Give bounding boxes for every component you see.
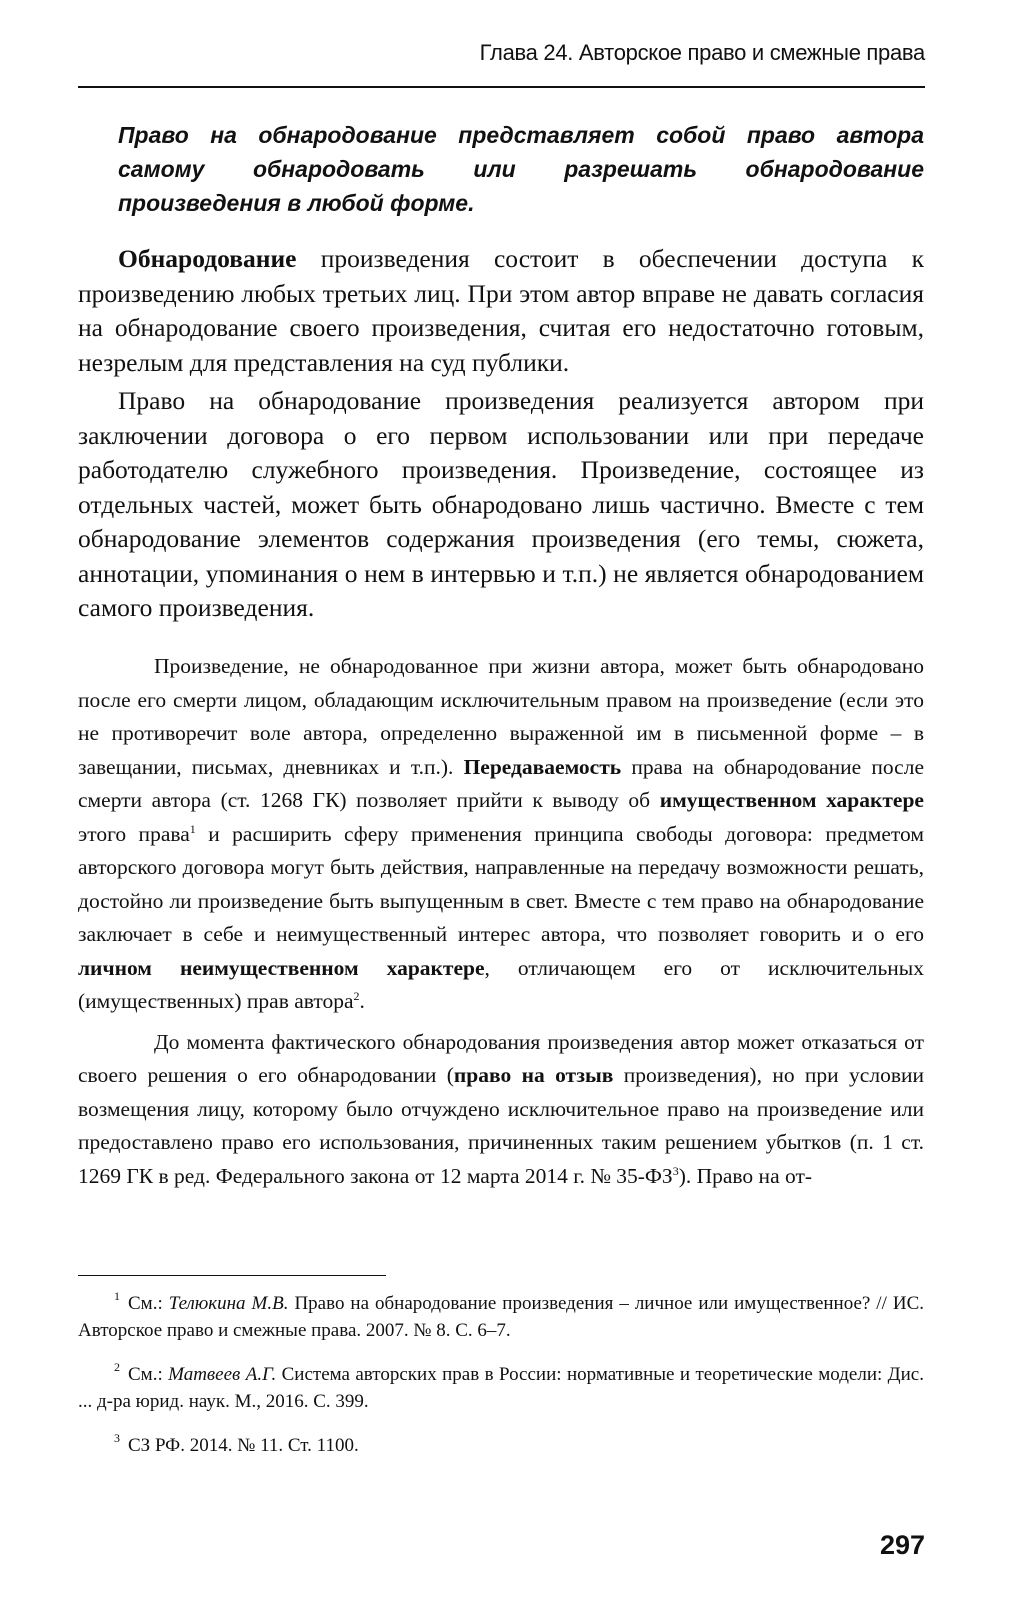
footnote-number: 1 bbox=[114, 1289, 120, 1303]
commentary-text bbox=[78, 650, 924, 1193]
term-lichnyi-kharakter: личном неимущественном характере bbox=[78, 955, 485, 980]
text-run: и расширить сферу применения принципа свободы договора: предметом авторского договора могут быть действия, направленные на передачу возможности решать, достойно ли произведение быть выпущенным в свет. Вместе с тем право на обнародование заключает в себе и неимущественный интерес автора, что позволяет говорить и о его bbox=[78, 821, 924, 946]
definition-block: Право на обнародование представляет собой право автора самому обнародовать или разрешать обнародование произведения в любой форме. bbox=[118, 122, 924, 216]
text-run: права на обнародование после смерти автора (ст. 1268 ГК) позволяет прийти к выводу об bbox=[78, 754, 924, 812]
footnote-3 bbox=[78, 1425, 924, 1459]
page-number: 297 bbox=[879, 1530, 925, 1560]
footnotes bbox=[78, 1283, 924, 1469]
footnote-text: Право на обнародование произведения – личное или имущественное? // ИС. Авторское право и смежные права. 2007. № 8. С. 6–7. bbox=[78, 1293, 924, 1341]
footnote-text: СЗ РФ. 2014. № 11. Ст. 1100. bbox=[128, 1435, 359, 1456]
text-run: . bbox=[359, 989, 365, 1013]
running-header: Глава 24. Авторское право и смежные права bbox=[479, 40, 925, 65]
main-text bbox=[78, 242, 924, 626]
term-pravo-na-otzyv: право на отзыв bbox=[453, 1063, 614, 1087]
commentary-paragraph-2 bbox=[78, 1026, 924, 1194]
term-peredavaemost: Передаваемость bbox=[463, 754, 622, 779]
footnote-author: Телюкина М.В. bbox=[168, 1293, 289, 1314]
footnote-ref-2: 2 bbox=[353, 989, 360, 1003]
footnote-prefix: См.: bbox=[128, 1364, 169, 1385]
footnote-number: 3 bbox=[114, 1431, 120, 1445]
text-run: произведения), но при условии возмещения лицу, которому было отчуждено исключительное право на произведение или предоставлено право его использования, причиненных таким решением убытков (п. 1 ст. 1269 ГК в ред. Федерального закона от 12 марта 2014 г. № 35-ФЗ bbox=[78, 1063, 924, 1188]
footnote-ref-1: 1 bbox=[189, 821, 196, 836]
text-run: До момента фактического обнародования произведения автор может отказаться от своего решения о его обнародовании ( bbox=[78, 1029, 924, 1087]
term-imushchestvennyi-kharakter: имущественном характере bbox=[659, 788, 924, 812]
text-run: этого права bbox=[78, 821, 190, 846]
commentary-paragraph-1 bbox=[78, 650, 924, 1019]
footnote-divider bbox=[78, 1275, 386, 1276]
main-paragraph-2: Право на обнародование произведения реализуется автором при заключении договора о его первом использовании или при передаче работодателю служебного произведения. Произведение, состоящее из отдельных частей, может быть обнародовано лишь частично. Вместе с тем обнародование элементов содержания произведения (его темы, сюжета, аннотации, упоминания о нем в интервью и т.п.) не является обнародованием самого произведения. bbox=[78, 386, 924, 622]
footnote-text: Система авторских прав в России: нормативные и теоретические модели: Дис. ... д-ра юрид. наук. М., 2016. С. 399. bbox=[78, 1364, 924, 1412]
main-paragraph-1-text: произведения состоит в обеспечении доступа к произведению любых третьих лиц. При этом автор вправе не давать согласия на обнародование своего произведения, считая его недостаточно готовым, незрелым для представления на суд публики. bbox=[78, 244, 924, 377]
footnote-2 bbox=[78, 1354, 924, 1415]
text-run: , отличающем его от исключительных (имущественных) прав автора bbox=[78, 955, 924, 1013]
text-run: ). Право на от- bbox=[678, 1163, 813, 1188]
footnote-ref-3: 3 bbox=[672, 1163, 679, 1178]
footnote-author: Матвеев А.Г. bbox=[168, 1364, 277, 1385]
footnote-1 bbox=[78, 1283, 924, 1344]
footnote-number: 2 bbox=[114, 1360, 120, 1374]
text-run: Произведение, не обнародованное при жизни автора, может быть обнародовано после его смерти лицом, обладающим исключительным правом на произведение (если это не противоречит воле автора, определенно выраженной им в письменной форме – в завещании, письмах, дневниках и т.п.). bbox=[78, 654, 924, 779]
main-paragraph-1 bbox=[78, 242, 924, 380]
term-obnarodovanie: Обнародование bbox=[118, 244, 297, 273]
footnote-prefix: См.: bbox=[128, 1293, 169, 1314]
header-divider bbox=[78, 86, 925, 88]
